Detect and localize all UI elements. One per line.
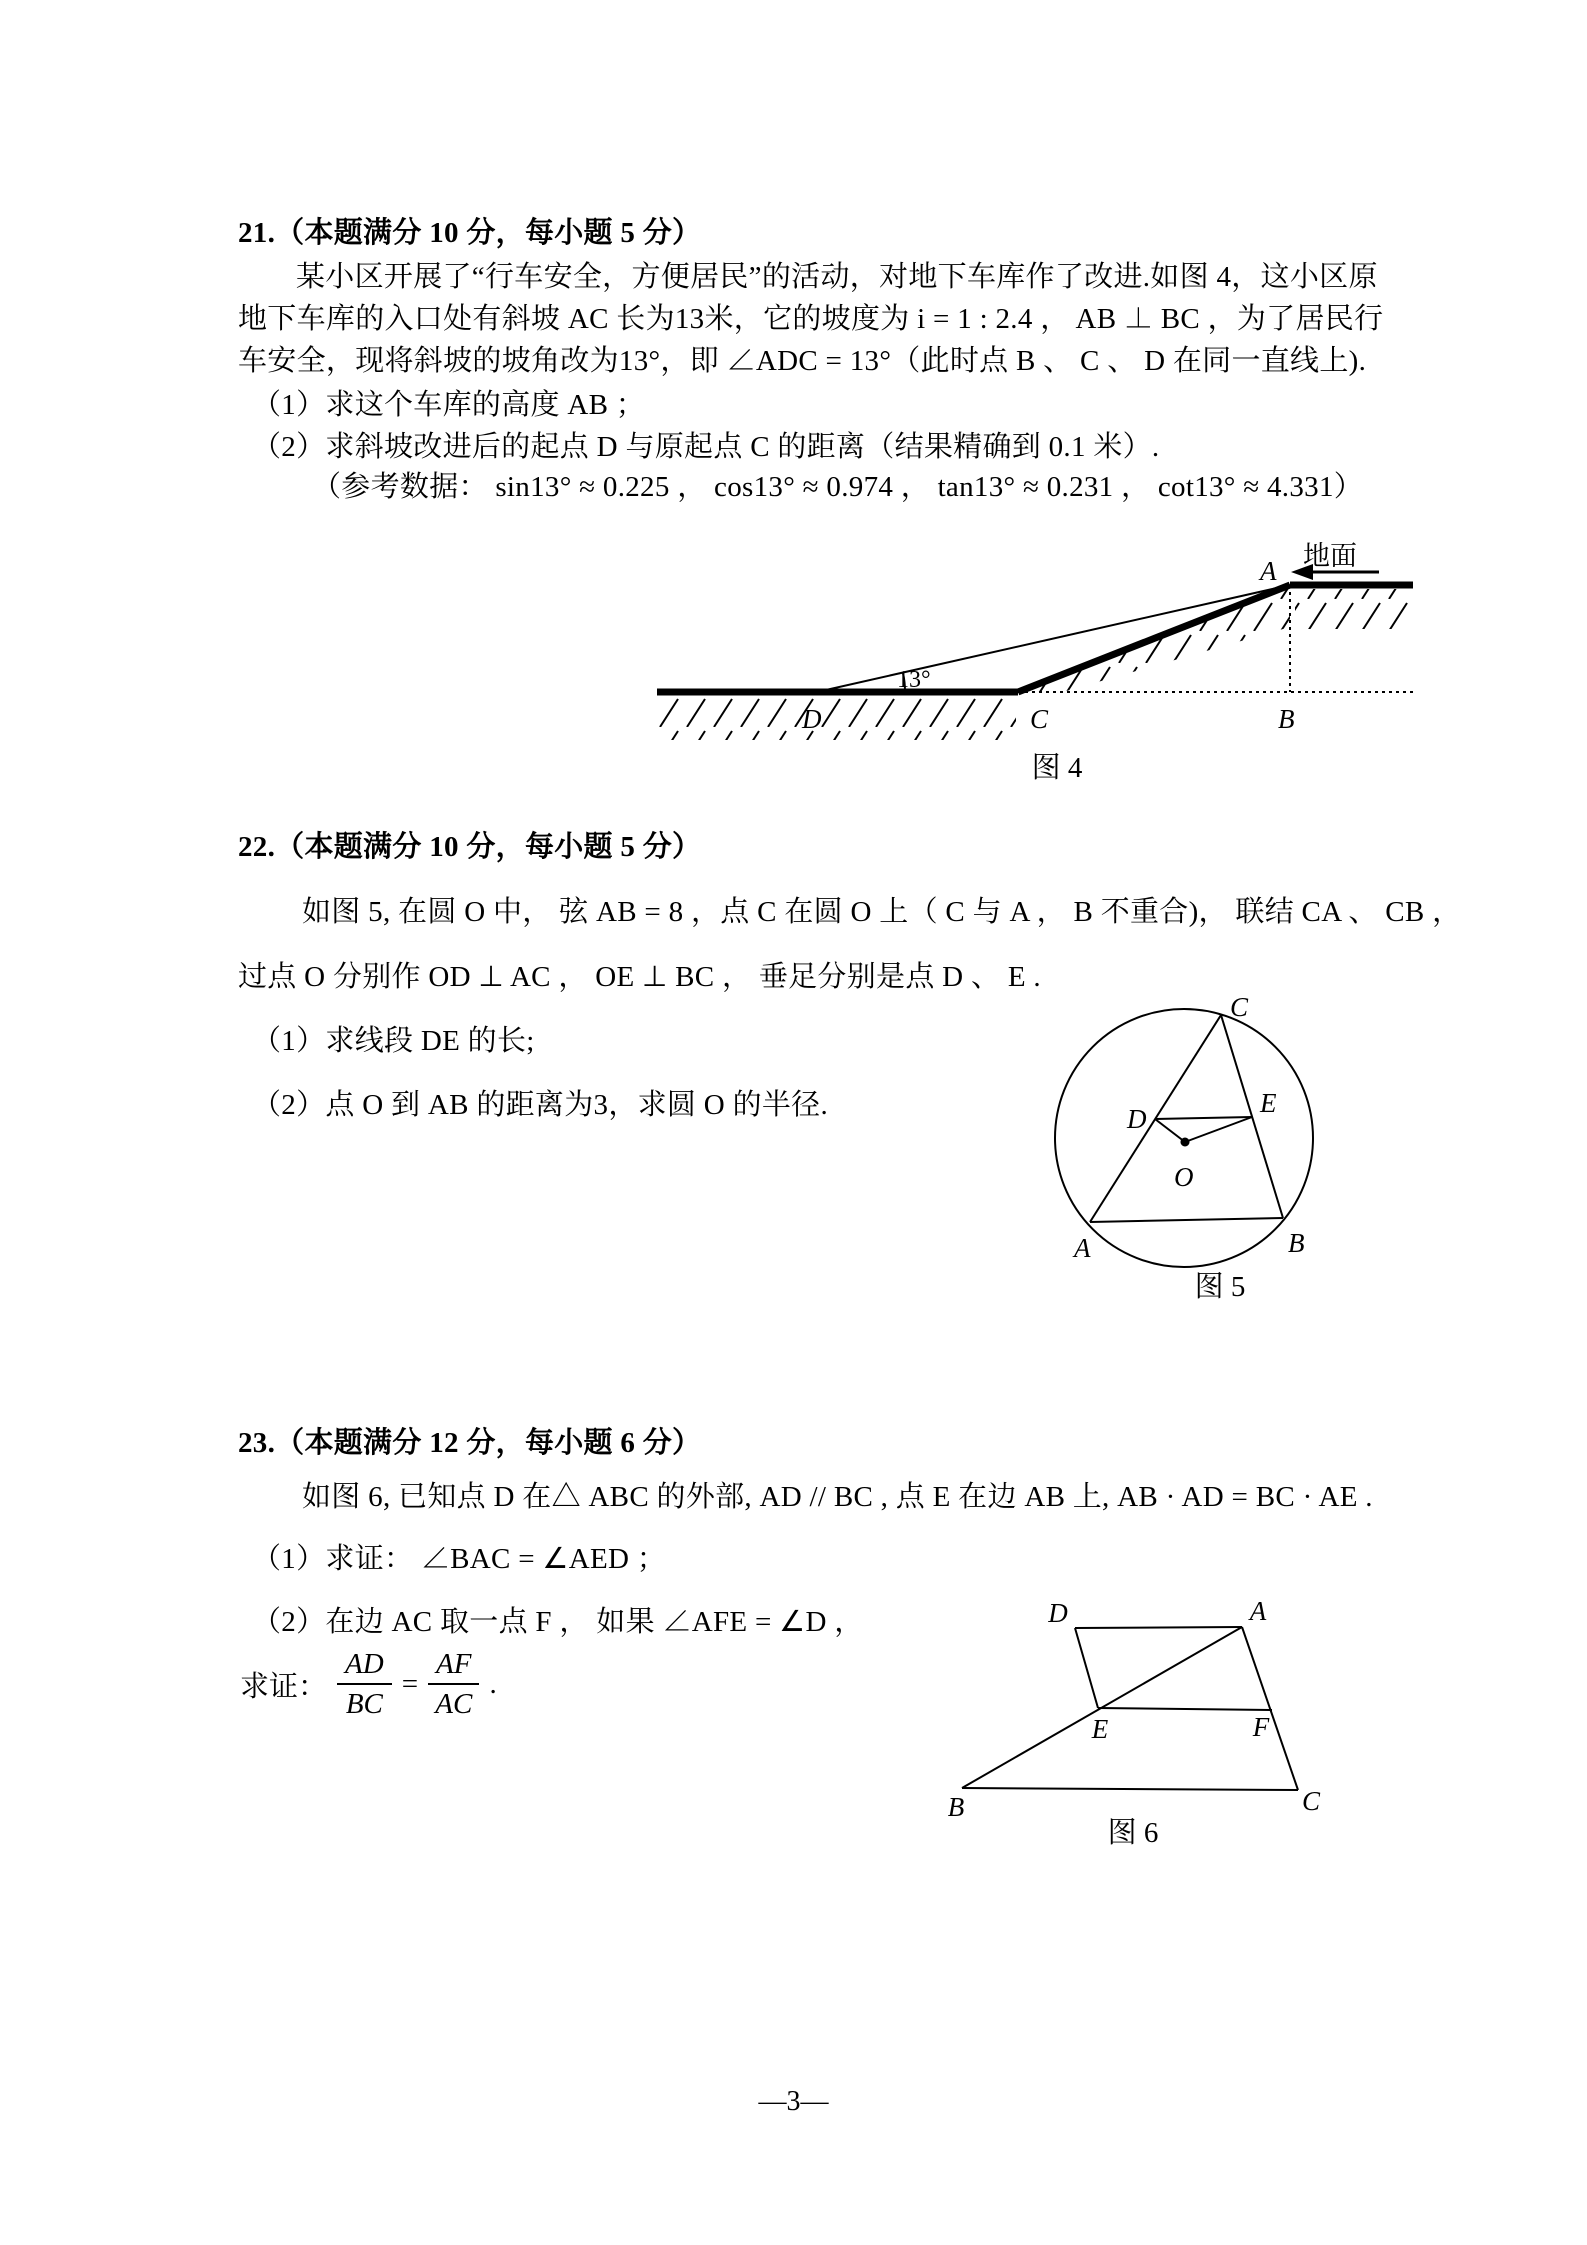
segment-ac-through-f <box>1242 1627 1298 1790</box>
point-label-b: B <box>1288 1228 1305 1258</box>
point-label-d: D <box>1048 1598 1068 1628</box>
proof-prefix: 求证： <box>240 1670 328 1703</box>
figure-6-caption: 图 6 <box>1107 1817 1159 1849</box>
fraction-ad-bc-numerator: AD <box>337 1648 392 1685</box>
point-label-b: B <box>1278 704 1295 734</box>
segment-da <box>1075 1627 1242 1628</box>
proof-period: . <box>489 1667 497 1700</box>
point-label-b: B <box>947 1792 965 1822</box>
problem-23-question-1: （1）求证： ∠BAC = ∠AED ； <box>252 1543 667 1575</box>
problem-21-line1: 某小区开展了“行车安全，方便居民”的活动，对地下车库作了改进.如图 4，这小区原 <box>296 261 1378 293</box>
point-label-c: C <box>1301 1786 1321 1816</box>
problem-23-proof-statement <box>240 1648 497 1720</box>
point-label-c: C <box>1030 704 1049 734</box>
problem-21-header: 21.（本题满分 10 分，每小题 5 分） <box>238 217 702 249</box>
fraction-af-ac-denominator: AC <box>435 1688 473 1720</box>
problem-22-question-2: （2）点 O 到 AB 的距离为3，求圆 O 的半径. <box>252 1089 829 1121</box>
problem-23-header: 23.（本题满分 12 分，每小题 6 分） <box>238 1427 702 1459</box>
figure-4-slope-diagram <box>655 535 1415 785</box>
page-number: —3— <box>758 2086 829 2117</box>
point-label-a: A <box>1260 556 1277 586</box>
problem-21-question-2: （2）求斜坡改进后的起点 D 与原起点 C 的距离（结果精确到 0.1 米）. <box>252 431 1160 463</box>
problem-21-question-1: （1）求这个车库的高度 AB ； <box>252 389 646 421</box>
problem-22-question-1: （1）求线段 DE 的长; <box>252 1025 535 1057</box>
problem-21-line2: 地下车库的入口处有斜坡 AC 长为13米，它的坡度为 i = 1 : 2.4 ， AB ⊥ BC ，为了居民行 <box>238 303 1384 335</box>
segment-de <box>1155 1117 1252 1119</box>
problem-23-question-2: （2）在边 AC 取一点 F ， 如果 ∠AFE = ∠D ， <box>252 1606 864 1638</box>
point-label-f: F <box>1252 1712 1270 1742</box>
ground-label: 地面 <box>1303 541 1357 571</box>
figure-5-caption: 图 5 <box>1194 1271 1246 1303</box>
point-label-a: A <box>1249 1596 1267 1626</box>
center-point-o <box>1181 1138 1190 1147</box>
segment-od <box>1155 1119 1185 1142</box>
point-label-o: O <box>1174 1162 1194 1192</box>
segment-ef <box>1098 1708 1272 1710</box>
point-label-d: D <box>1127 1104 1147 1134</box>
problem-21-line3: 车安全，现将斜坡的坡角改为13°，即 ∠ADC = 13°（此时点 B 、 C 、 D 在同一直线上). <box>238 345 1367 377</box>
figure-5-circle-diagram <box>1020 980 1360 1315</box>
lower-ground-hatching <box>659 696 1016 740</box>
point-label-c: C <box>1230 992 1249 1022</box>
point-label-d: D <box>802 704 822 734</box>
fraction-ad-bc-denominator: BC <box>345 1688 383 1720</box>
figure-6-triangle-diagram <box>880 1560 1360 1860</box>
fraction-af-ac-numerator: AF <box>428 1648 479 1685</box>
point-label-e: E <box>1091 1714 1109 1744</box>
chord-ab <box>1090 1218 1283 1222</box>
figure-4-caption: 图 4 <box>1031 752 1083 784</box>
fraction-af-ac <box>428 1648 479 1720</box>
problem-23-line1: 如图 6, 已知点 D 在△ ABC 的外部, AD // BC , 点 E 在边 AB 上, AB · AD = BC · AE . <box>302 1481 1373 1513</box>
problem-22-line1: 如图 5, 在圆 O 中， 弦 AB = 8 ，点 C 在圆 O 上（ C 与 A ， B 不重合)， 联结 CA 、 CB ， <box>302 896 1462 928</box>
point-label-e: E <box>1260 1088 1277 1118</box>
fraction-ad-bc <box>337 1648 392 1720</box>
angle-label: 13° <box>897 667 931 693</box>
problem-22-line2: 过点 O 分别作 OD ⊥ AC ， OE ⊥ BC ， 垂足分别是点 D 、 E . <box>238 961 1041 993</box>
upper-ground-hatching <box>1295 589 1411 629</box>
equals-sign: = <box>401 1667 419 1700</box>
segment-oe <box>1185 1117 1252 1142</box>
segment-bc <box>962 1788 1298 1790</box>
problem-21-reference-data: （参考数据： sin13° ≈ 0.225 ， cos13° ≈ 0.974 ， tan13° ≈ 0.231 ， cot13° ≈ 4.331） <box>312 471 1364 503</box>
segment-de <box>1075 1628 1098 1708</box>
point-label-a: A <box>1074 1233 1091 1263</box>
problem-22-header: 22.（本题满分 10 分，每小题 5 分） <box>238 831 702 863</box>
